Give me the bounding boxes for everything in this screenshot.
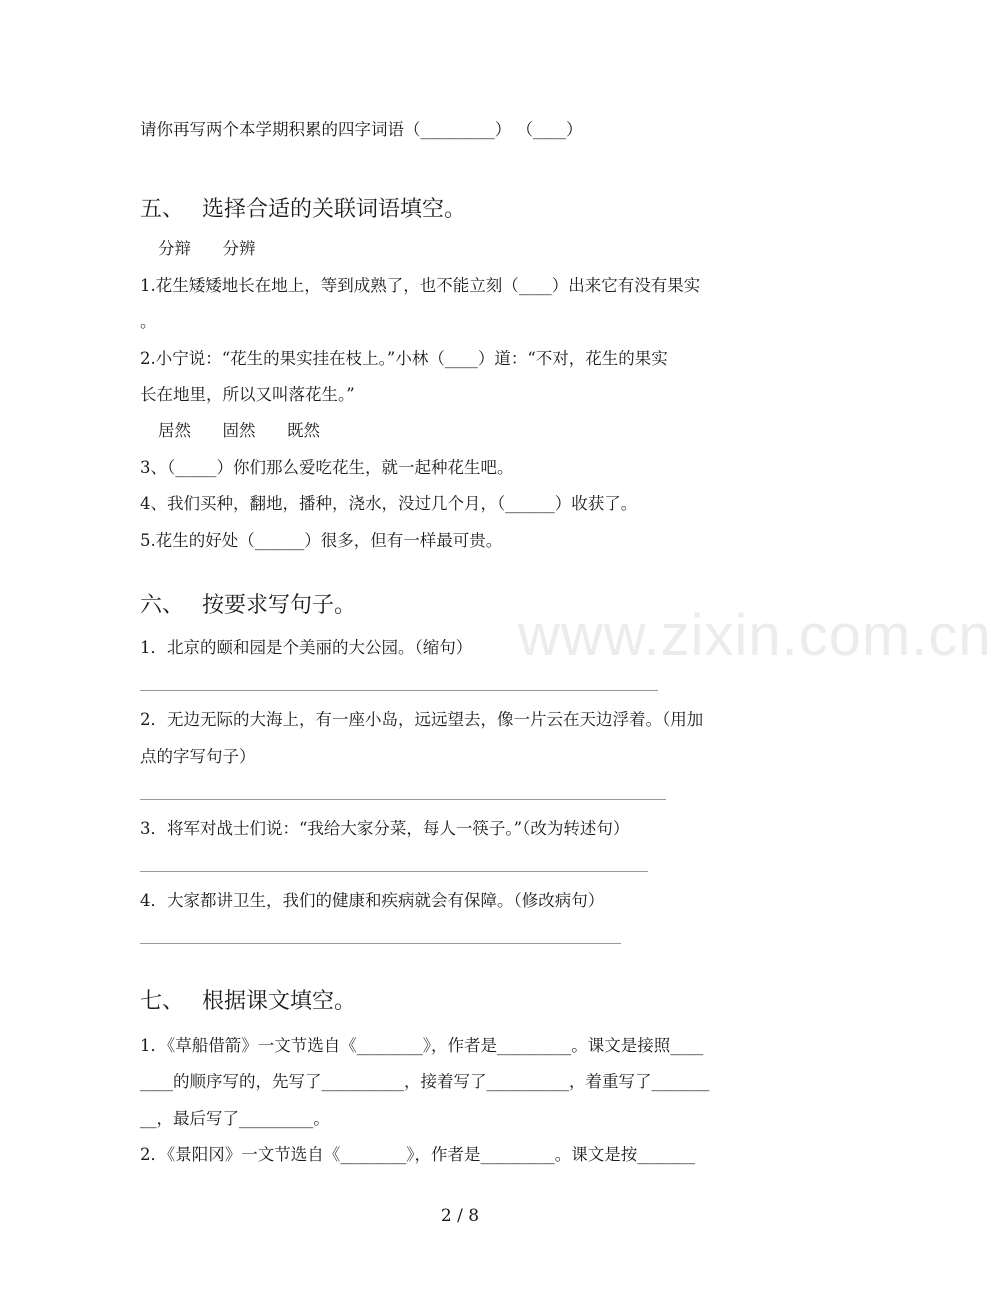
- question-line: 长在地里，所以又叫落花生。”: [140, 385, 355, 404]
- question-line: 2．《景阳冈》一文节选自《________》，作者是_________。课文是按_______: [140, 1145, 695, 1164]
- question-line: ____的顺序写的，先写了__________，接着写了__________，着重写了_______: [140, 1072, 710, 1091]
- section-number: 六、: [140, 593, 185, 618]
- answer-line: [140, 943, 621, 944]
- question-line: 1.花生矮矮地长在地上，等到成熟了，也不能立刻（____）出来它有没有果实: [140, 276, 701, 295]
- answer-line: [140, 690, 658, 691]
- question-line: 。: [140, 312, 157, 331]
- question-line: 1．北京的颐和园是个美丽的大公园。（缩句）: [140, 638, 473, 657]
- page-number: 2 / 8: [440, 1206, 480, 1226]
- answer-line: [140, 799, 666, 800]
- question-line: 点的字写句子）: [140, 747, 256, 766]
- section-title: 根据课文填空。: [202, 989, 357, 1014]
- word-choices-2: 居然 固然 既然: [158, 421, 320, 440]
- question-line: 1．《草船借箭》一文节选自《________》，作者是_________。课文是接照____: [140, 1036, 704, 1055]
- word-choices-1: 分辩 分辨: [158, 239, 256, 258]
- section-heading-7: [140, 988, 356, 1016]
- section-heading-6: [140, 592, 356, 620]
- question-line: 4、我们买种，翻地，播种，浇水，没过几个月，（______）收获了。: [140, 494, 638, 513]
- section-title: 选择合适的关联词语填空。: [202, 197, 467, 222]
- question-line: 4．大家都讲卫生，我们的健康和疾病就会有保障。（修改病句）: [140, 891, 605, 910]
- answer-line: [140, 871, 648, 872]
- question-line: 3．将军对战士们说：“我给大家分菜，每人一筷子。”（改为转述句）: [140, 819, 630, 838]
- question-line: 5.花生的好处（______）很多，但有一样最可贵。: [140, 531, 503, 550]
- section-heading-5: [140, 196, 466, 224]
- question-line: __，最后写了_________。: [140, 1109, 330, 1128]
- question-line: 3、（_____）你们那么爱吃花生，就一起种花生吧。: [140, 458, 514, 477]
- section-title: 按要求写句子。: [202, 593, 357, 618]
- question-line: 2.小宁说：“花生的果实挂在枝上。”小林（____）道：“不对，花生的果实: [140, 349, 668, 368]
- text-line-idioms: 请你再写两个本学期积累的四字词语（_________） （____）: [140, 120, 583, 139]
- watermark: www.zixin.com.cn: [518, 603, 992, 668]
- section-number: 五、: [140, 197, 185, 222]
- question-line: 2．无边无际的大海上，有一座小岛，远远望去，像一片云在天边浮着。（用加: [140, 710, 704, 729]
- section-number: 七、: [140, 989, 185, 1014]
